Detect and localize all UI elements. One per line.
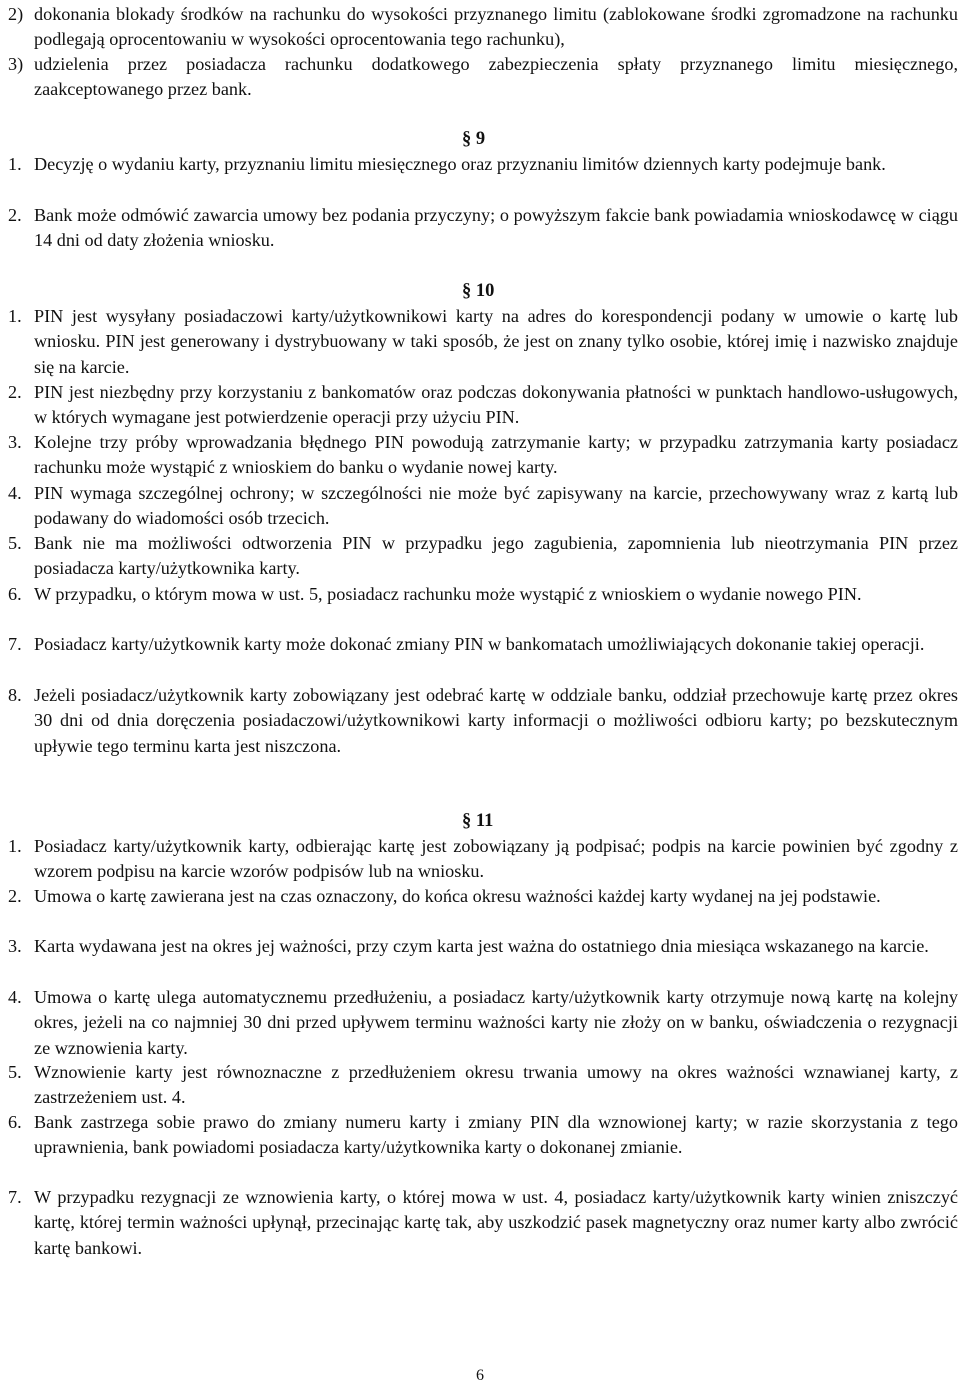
list-item [8, 683, 958, 759]
list-item [8, 430, 958, 481]
item-number: 8. [8, 685, 22, 705]
list-item [8, 203, 958, 254]
item-number: 2. [8, 382, 22, 402]
item-number: 6. [8, 1112, 22, 1132]
item-number: 4. [8, 987, 22, 1007]
list-item [8, 481, 958, 532]
item-text: Bank może odmówić zawarcia umowy bez podania przyczyny; o powyższym fakcie bank powiadamia wnioskodawcę w ciągu 14 dni od daty złożenia wniosku. [34, 205, 958, 251]
item-text: Umowa o kartę ulega automatycznemu przedłużeniu, a posiadacz karty/użytkownik karty otrzymuje nową kartę na kolejny okres, jeżeli na co najmniej 30 dni przed upływem terminu ważności karty nie złoży on w banku, oświadczenia o rezygnacji ze wznowienia karty. [34, 987, 958, 1058]
item-number: 5. [8, 1062, 22, 1082]
list-item [8, 380, 958, 431]
item-text: Wznowienie karty jest równoznaczne z przedłużeniem okresu trwania umowy na okres ważności wznawianej karty, z zastrzeżeniem ust. 4. [34, 1062, 958, 1108]
item-text: dokonania blokady środków na rachunku do wysokości przyznanego limitu (zablokowane środki zgromadzone na rachunku podlegają oprocentowaniu w wysokości oprocentowania tego rachunku), [34, 4, 958, 50]
list-item [8, 152, 958, 177]
section-heading-11: § 11 [462, 811, 494, 831]
list-item [8, 52, 958, 103]
item-text: Posiadacz karty/użytkownik karty może dokonać zmiany PIN w bankomatach umożliwiających dokonanie takiej operacji. [34, 634, 925, 654]
item-number: 3. [8, 936, 22, 956]
item-number: 2. [8, 886, 22, 906]
section-heading-9: § 9 [462, 129, 486, 149]
item-number: 6. [8, 584, 22, 604]
item-number: 1. [8, 836, 22, 856]
item-text: PIN jest niezbędny przy korzystaniu z bankomatów oraz podczas dokonywania płatności w punktach handlowo-usługowych, w których wymagane jest potwierdzenie operacji przy użyciu PIN. [34, 382, 958, 428]
list-item [8, 1060, 958, 1111]
item-number: 1. [8, 306, 22, 326]
list-item [8, 531, 958, 582]
item-number: 5. [8, 533, 22, 553]
item-number: 2) [8, 4, 24, 24]
section-heading-10: § 10 [462, 281, 495, 301]
item-text: W przypadku, o którym mowa w ust. 5, posiadacz rachunku może wystąpić z wnioskiem o wydanie nowego PIN. [34, 584, 862, 604]
item-text: Bank nie ma możliwości odtworzenia PIN w przypadku jego zagubienia, zapomnienia lub nieotrzymania PIN przez posiadacza karty/użytkownika karty. [34, 533, 958, 579]
item-text: PIN wymaga szczególnej ochrony; w szczególności nie może być zapisywany na karcie, przechowywany wraz z kartą lub podawany do wiadomości osób trzecich. [34, 483, 958, 529]
item-text: Umowa o kartę zawierana jest na czas oznaczony, do końca okresu ważności każdej karty wydanej na jej podstawie. [34, 886, 881, 906]
item-number: 3. [8, 432, 22, 452]
item-number: 4. [8, 483, 22, 503]
item-text: udzielenia przez posiadacza rachunku dodatkowego zabezpieczenia spłaty przyznanego limitu miesięcznego, zaakceptowanego przez bank. [34, 54, 958, 100]
list-item [8, 632, 958, 657]
list-item [8, 582, 958, 607]
item-text: Karta wydawana jest na okres jej ważności, przy czym karta jest ważna do ostatniego dnia miesiąca wskazanego na karcie. [34, 936, 929, 956]
item-text: Kolejne trzy próby wprowadzania błędnego PIN powodują zatrzymanie karty; w przypadku zatrzymania karty posiadacz rachunku może wystąpić z wnioskiem do banku o wydanie nowej karty. [34, 432, 958, 478]
list-item [8, 934, 958, 959]
item-text: Bank zastrzega sobie prawo do zmiany numeru karty i zmiany PIN dla wznowionej karty; w razie skorzystania z tego uprawnienia, bank powiadomi posiadacza karty/użytkownika karty o dokonanej zmianie. [34, 1112, 958, 1158]
item-text: W przypadku rezygnacji ze wznowienia karty, o której mowa w ust. 4, posiadacz karty/użytkownik karty winien zniszczyć kartę, której termin ważności upłynął, przecinając kartę tak, aby uszkodzić pasek magnetyczny oraz numer karty albo zwrócić kartę bankowi. [34, 1187, 958, 1258]
item-number: 7. [8, 634, 22, 654]
item-text: Jeżeli posiadacz/użytkownik karty zobowiązany jest odebrać kartę w oddziale banku, oddział przechowuje kartę przez okres 30 dni od dnia doręczenia posiadaczowi/użytkownikowi karty informacji o możliwości odbioru karty; po bezskutecznym upływie tego terminu karta jest niszczona. [34, 685, 958, 756]
item-number: 1. [8, 154, 22, 174]
list-item [8, 2, 958, 53]
list-item [8, 884, 958, 909]
item-number: 7. [8, 1187, 22, 1207]
list-item [8, 304, 958, 380]
list-item [8, 1110, 958, 1161]
list-item [8, 1185, 958, 1261]
list-item [8, 985, 958, 1061]
item-number: 3) [8, 54, 24, 74]
item-text: PIN jest wysyłany posiadaczowi karty/użytkownikowi karty na adres do korespondencji podany w umowie o kartę lub wniosku. PIN jest generowany i dystrybuowany w taki sposób, że jest on znany tylko osobie, której imię i nazwisko znajduje się na karcie. [34, 306, 958, 377]
item-text: Decyzję o wydaniu karty, przyznaniu limitu miesięcznego oraz przyznaniu limitów dziennych karty podejmuje bank. [34, 154, 886, 174]
page-number: 6 [476, 1367, 484, 1384]
item-text: Posiadacz karty/użytkownik karty, odbierając kartę jest zobowiązany ją podpisać; podpis na karcie powinien być zgodny z wzorem podpisu na karcie wzorów podpisów lub na wniosku. [34, 836, 958, 882]
item-number: 2. [8, 205, 22, 225]
list-item [8, 834, 958, 885]
